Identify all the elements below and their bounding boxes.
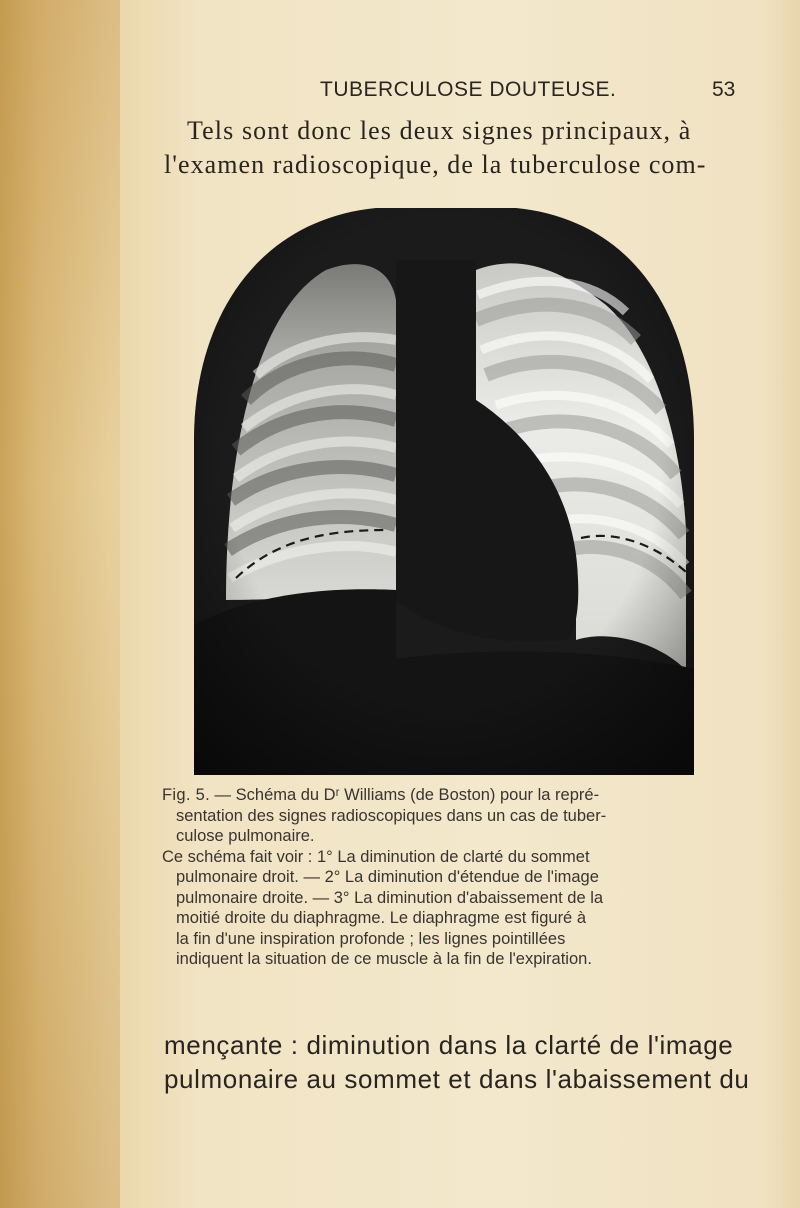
caption-title-line-2: sentation des signes radioscopiques dans un cas de tuber- [176, 806, 607, 825]
xray-schema-illustration [186, 200, 702, 780]
running-title: TUBERCULOSE DOUTEUSE. [320, 78, 617, 101]
caption-body-line-2: pulmonaire droit. — 2° La diminution d'étendue de l'image [176, 868, 599, 886]
caption-body-line-3: pulmonaire droite. — 3° La diminution d'abaissement de la [176, 888, 604, 907]
caption-title-line-3: culose pulmonaire. [176, 827, 315, 845]
xray-figure [186, 200, 702, 780]
caption-title-line-1: — Schéma du Dʳ Williams (de Boston) pour la repré- [214, 786, 600, 804]
xray-vignette [186, 200, 702, 780]
caption-body-line-4: moitié droite du diaphragme. Le diaphragme est figuré à [176, 909, 586, 927]
page-number: 53 [712, 78, 736, 101]
figure-caption [162, 785, 752, 970]
body-text-line-2: l'examen radioscopique, de la tuberculose com- [164, 150, 707, 179]
caption-body-line-5: la fin d'une inspiration profonde ; les lignes pointillées [176, 929, 566, 948]
figure-label: Fig. 5. [162, 786, 210, 804]
body-text-line-1: Tels sont donc les deux signes principaux, à [187, 116, 692, 145]
caption-title [162, 785, 752, 806]
body-text-line-4: pulmonaire au sommet et dans l'abaissement du [164, 1064, 750, 1094]
running-head [0, 78, 800, 108]
body-text-line-3: mençante : diminution dans la clarté de l'image [164, 1030, 734, 1060]
caption-body-line-6: indiquent la situation de ce muscle à la fin de l'expiration. [176, 950, 592, 968]
caption-body-line-1: Ce schéma fait voir : 1° La diminution de clarté du sommet [162, 847, 590, 866]
page-edge-stain [0, 0, 120, 1208]
